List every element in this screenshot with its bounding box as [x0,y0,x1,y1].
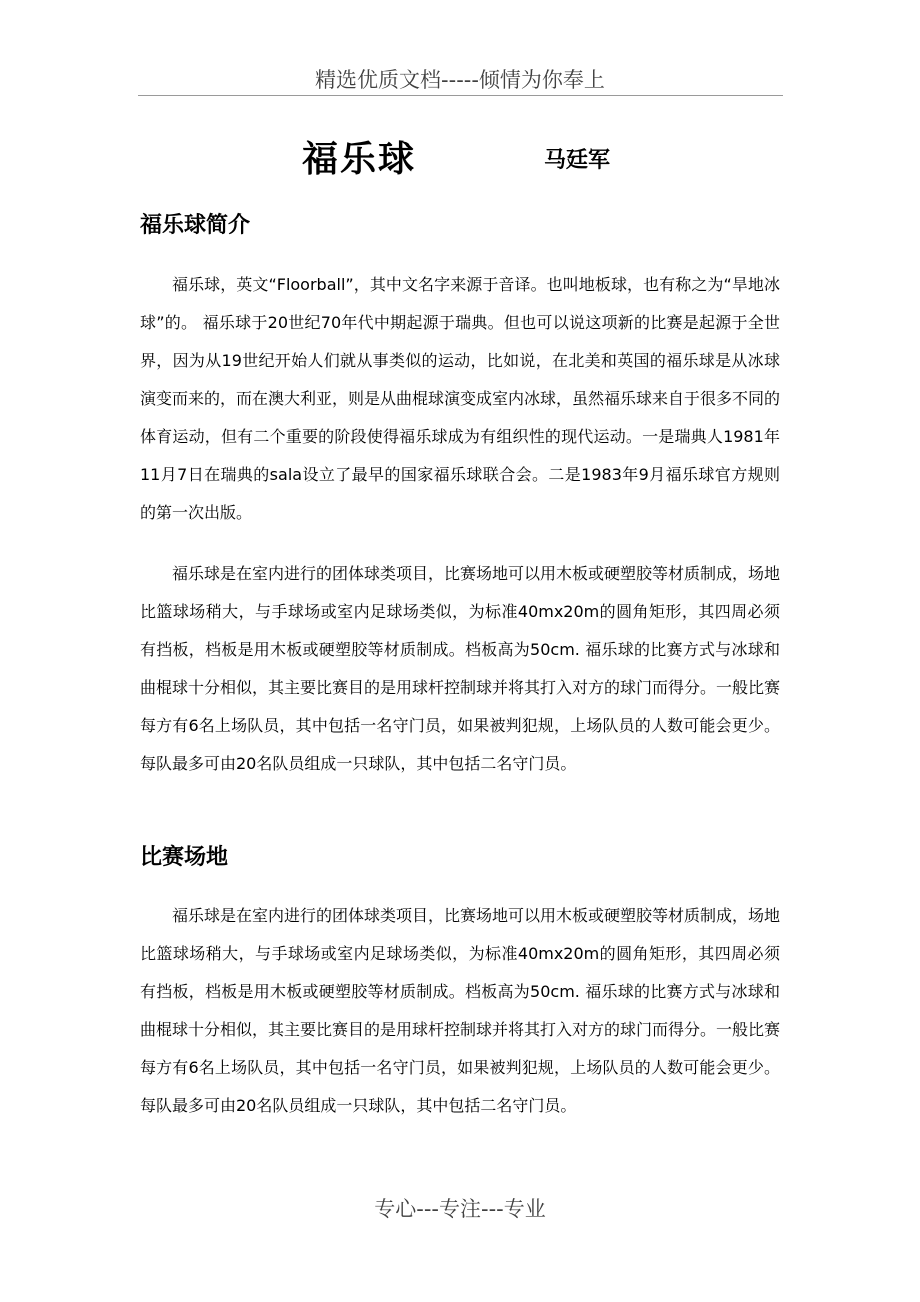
page-footer: 专心---专注---专业 [374,1197,546,1221]
section-heading-intro: 福乐球简介 [140,213,251,238]
page-header: 精选优质文档-----倾情为你奉上 [315,68,605,92]
section-heading-venue: 比赛场地 [140,845,229,870]
document-title: 福乐球 [302,139,417,180]
paragraph-intro-2: 福乐球是在室内进行的团体球类项目，比赛场地可以用木板或硬塑胶等材质制成，场地比篮球场稍大，与手球场或室内足球场类似，为标准40mx20m的圆角矩形，其四周必须有挡板，档板是用木板或硬塑胶等材质制成。档板高为50cm. 福乐球的比赛方式与冰球和曲棍球十分相似，其主要比赛目的是用球杆控制球并将其打入对方的球门而得分。一般比赛每方有6名上场队员，其中包括一名守门员，如果被判犯规，上场队员的人数可能会更少。每队最多可由20名队员组成一只球队，其中包括二名守门员。 [140,564,781,773]
paragraph-venue-1: 福乐球是在室内进行的团体球类项目，比赛场地可以用木板或硬塑胶等材质制成，场地比篮球场稍大，与手球场或室内足球场类似，为标准40mx20m的圆角矩形，其四周必须有挡板，档板是用木板或硬塑胶等材质制成。档板高为50cm. 福乐球的比赛方式与冰球和曲棍球十分相似，其主要比赛目的是用球杆控制球并将其打入对方的球门而得分。一般比赛每方有6名上场队员，其中包括一名守门员，如果被判犯规，上场队员的人数可能会更少。每队最多可由20名队员组成一只球队，其中包括二名守门员。 [140,906,781,1115]
document-author: 马廷军 [544,148,611,173]
paragraph-intro-1: 福乐球，英文“Floorball”，其中文名字来源于音译。也叫地板球，也有称之为“旱地冰球”的。 福乐球于20世纪70年代中期起源于瑞典。但也可以说这项新的比赛是起源于全世界，因为从19世纪开始人们就从事类似的运动，比如说，在北美和英国的福乐球是从冰球演变而来的，而在澳大利亚，则是从曲棍球演变成室内冰球，虽然福乐球来自于很多不同的体育运动，但有二个重要的阶段使得福乐球成为有组织性的现代运动。一是瑞典人1981年11月7日在瑞典的sala设立了最早的国家福乐球联合会。二是1983年9月福乐球官方规则的第一次出版。 [140,275,781,522]
header-divider [138,95,783,96]
